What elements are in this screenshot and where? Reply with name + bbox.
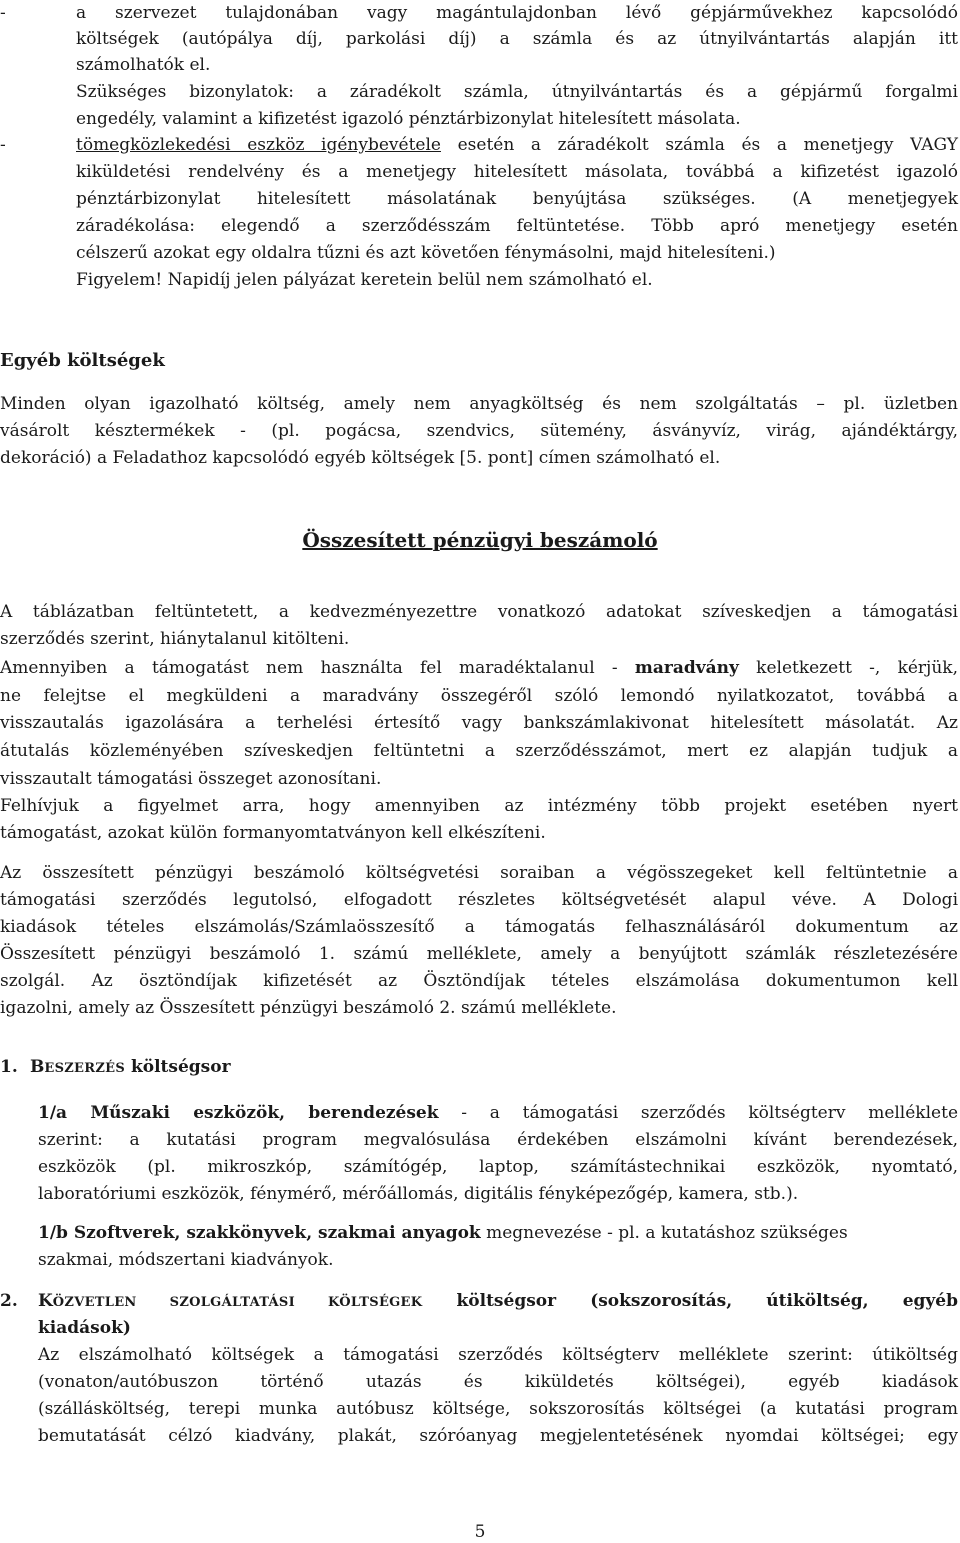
section-2-title-line-2: kiadások) bbox=[38, 1318, 131, 1338]
section-2-line-2: (vonaton/autóbuszon történő utazás és kiküldetés költségei), egyéb kiadások bbox=[38, 1372, 958, 1392]
summary-p4-line-2: támogatási szerződés legutolsó, elfogadott részletes költségvetését alapul véve. A Dologi bbox=[0, 890, 958, 910]
section-1-number: 1. bbox=[0, 1057, 18, 1077]
summary-p1-line-2: szerződés szerint, hiánytalanul kitölteni. bbox=[0, 629, 350, 649]
summary-p2-line-4: átutalás közleményében szíveskedjen feltüntetni a szerződésszámot, mert ez alapján tudjuk a bbox=[0, 741, 958, 761]
bullet-dash: - bbox=[0, 3, 6, 23]
bullet-2-line-2: kiküldetési rendelvény és a menetjegy hitelesített másolata, továbbá a kifizetést igazoló bbox=[76, 162, 958, 182]
summary-p3-line-1: Felhívjuk a figyelmet arra, hogy amennyiben az intézmény több projekt esetében nyert bbox=[0, 796, 958, 816]
section-2-rest: költségsor (sokszorosítás, útiköltség, egyéb bbox=[422, 1291, 959, 1311]
section-1a-line-2: szerint: a kutatási program megvalósulása érdekében elszámolni kívánt berendezések, bbox=[38, 1130, 958, 1150]
summary-p4-line-1: Az összesített pénzügyi beszámoló költségvetési soraiban a végösszegeket kell feltüntetnie a bbox=[0, 863, 958, 883]
section-1-initial: B bbox=[30, 1057, 45, 1077]
section-2-line-4: bemutatását célzó kiadvány, plakát, szóróanyag megjelentetésének nyomdai költségei; egy bbox=[38, 1426, 958, 1446]
section-2-initial: K bbox=[38, 1291, 53, 1311]
summary-p2-line-3: visszautalás igazolására a terhelési értesítő vagy bankszámlakivonat hitelesített másolatát. Az bbox=[0, 713, 958, 733]
page-number: 5 bbox=[474, 1522, 486, 1542]
bullet-2-line-5: célszerű azokat egy oldalra tűzni és azt követően fénymásolni, majd hitelesíteni.) bbox=[76, 243, 776, 263]
bullet-1-line-4: Szükséges bizonylatok: a záradékolt számla, útnyilvántartás és a gépjármű forgalmi bbox=[76, 82, 958, 102]
section-2-number: 2. bbox=[0, 1291, 18, 1311]
bullet-2-line-6: Figyelem! Napidíj jelen pályázat keretein belül nem számolható el. bbox=[76, 270, 653, 290]
section-1a-line-1 bbox=[38, 1100, 958, 1126]
summary-p4-line-6: igazolni, amely az Összesített pénzügyi beszámoló 2. számú melléklete. bbox=[0, 998, 617, 1018]
section-1-smallcaps: ESZERZÉS bbox=[44, 1061, 126, 1076]
section-1-rest: költségsor bbox=[125, 1057, 231, 1077]
section-1a-line-3: eszközök (pl. mikroszkóp, számítógép, laptop, számítástechnikai eszközök, nyomtató, bbox=[38, 1157, 958, 1177]
summary-p4-line-5: szolgál. Az ösztöndíjak kifizetését az Ösztöndíjak tételes elszámolása dokumentumon kell bbox=[0, 971, 958, 991]
bullet-2-line-1-rest: esetén a záradékolt számla és a menetjegy VAGY bbox=[440, 135, 958, 155]
egyeb-line-1: Minden olyan igazolható költség, amely nem anyagköltség és nem szolgáltatás – pl. üzletben bbox=[0, 394, 958, 414]
egyeb-line-2: vásárolt késztermékek - (pl. pogácsa, szendvics, sütemény, ásványvíz, virág, ajándéktárgy, bbox=[0, 421, 958, 441]
section-2-title bbox=[38, 1288, 958, 1316]
underlined-term: tömegközlekedési eszköz igénybevétele bbox=[76, 135, 441, 155]
summary-p1-line-1: A táblázatban feltüntetett, a kedvezményezettre vonatkozó adatokat szíveskedjen a támogatási bbox=[0, 602, 958, 622]
summary-p2-line-5: visszautalt támogatási összeget azonosítani. bbox=[0, 769, 382, 789]
heading-egyeb-koltsegek: Egyéb költségek bbox=[0, 350, 165, 371]
bullet-2-line-3: pénztárbizonylat hitelesített másolatának benyújtása szükséges. (A menetjegyek bbox=[76, 189, 958, 209]
bullet-1-line-5: engedély, valamint a kifizetést igazoló pénztárbizonylat hitelesített másolata. bbox=[76, 109, 741, 129]
summary-p3-line-2: támogatást, azokat külön formanyomtatványon kell elkészíteni. bbox=[0, 823, 546, 843]
summary-p4-line-4: Összesített pénzügyi beszámoló 1. számú melléklete, amely a benyújtott számlák részletezésére bbox=[0, 944, 958, 964]
section-1-heading bbox=[0, 1054, 958, 1080]
section-1b-line-1 bbox=[38, 1220, 958, 1246]
section-2-smallcaps: ÖZVETLEN SZOLGÁLTATÁSI KÖLTSÉGEK bbox=[52, 1295, 423, 1310]
p2-text-c: keletkezett -, kérjük, bbox=[738, 658, 958, 678]
egyeb-line-3: dekoráció) a Feladathoz kapcsolódó egyéb költségek [5. pont] címen számolható el. bbox=[0, 448, 721, 468]
bullet-1-line-2: költségek (autópálya díj, parkolási díj) a számla és az útnyilvántartás alapján itt bbox=[76, 29, 958, 49]
section-1-title bbox=[30, 1054, 231, 1082]
bullet-2-line-4: záradékolása: elegendő a szerződésszám feltüntetése. Több apró menetjegy esetén bbox=[76, 216, 958, 236]
section-1a-line-1-rest: - a támogatási szerződés költségterv melléklete bbox=[438, 1103, 959, 1123]
section-1b-line-1-rest: megnevezése - pl. a kutatáshoz szükséges bbox=[480, 1223, 848, 1243]
p2-text-a: Amennyiben a támogatást nem használta fel maradéktalanul - bbox=[0, 658, 635, 678]
section-1a-line-4: laboratóriumi eszközök, fénymérő, mérőállomás, digitális fényképezőgép, kamera, stb.). bbox=[38, 1184, 799, 1204]
section-1b-line-2: szakmai, módszertani kiadványok. bbox=[38, 1250, 334, 1270]
maradvany-bold: maradvány bbox=[634, 658, 739, 678]
section-1b-label: 1/b Szoftverek, szakkönyvek, szakmai anyagok bbox=[38, 1223, 481, 1243]
bullet-1-line-1: a szervezet tulajdonában vagy magántulajdonban lévő gépjárművekhez kapcsolódó bbox=[76, 3, 958, 23]
section-1a-label: 1/a Műszaki eszközök, berendezések bbox=[38, 1103, 439, 1123]
bullet-2-line-1 bbox=[76, 132, 958, 158]
section-2-line-3: (szállásköltség, terepi munka autóbusz költsége, sokszorosítás költségei (a kutatási program bbox=[38, 1399, 958, 1419]
bullet-dash: - bbox=[0, 135, 6, 155]
summary-p2-line-2: ne felejtse el megküldeni a maradvány összegéről szóló lemondó nyilatkozatot, továbbá a bbox=[0, 686, 958, 706]
section-title-osszesitett: Összesített pénzügyi beszámoló bbox=[302, 528, 658, 552]
summary-p4-line-3: kiadások tételes elszámolás/Számlaösszesítő a támogatás felhasználásáról dokumentum az bbox=[0, 917, 958, 937]
section-2-line-1: Az elszámolható költségek a támogatási szerződés költségterv melléklete szerint: útiköltség bbox=[38, 1345, 958, 1365]
summary-p2-line-1 bbox=[0, 655, 958, 681]
bullet-1-line-3: számolhatók el. bbox=[76, 55, 211, 75]
